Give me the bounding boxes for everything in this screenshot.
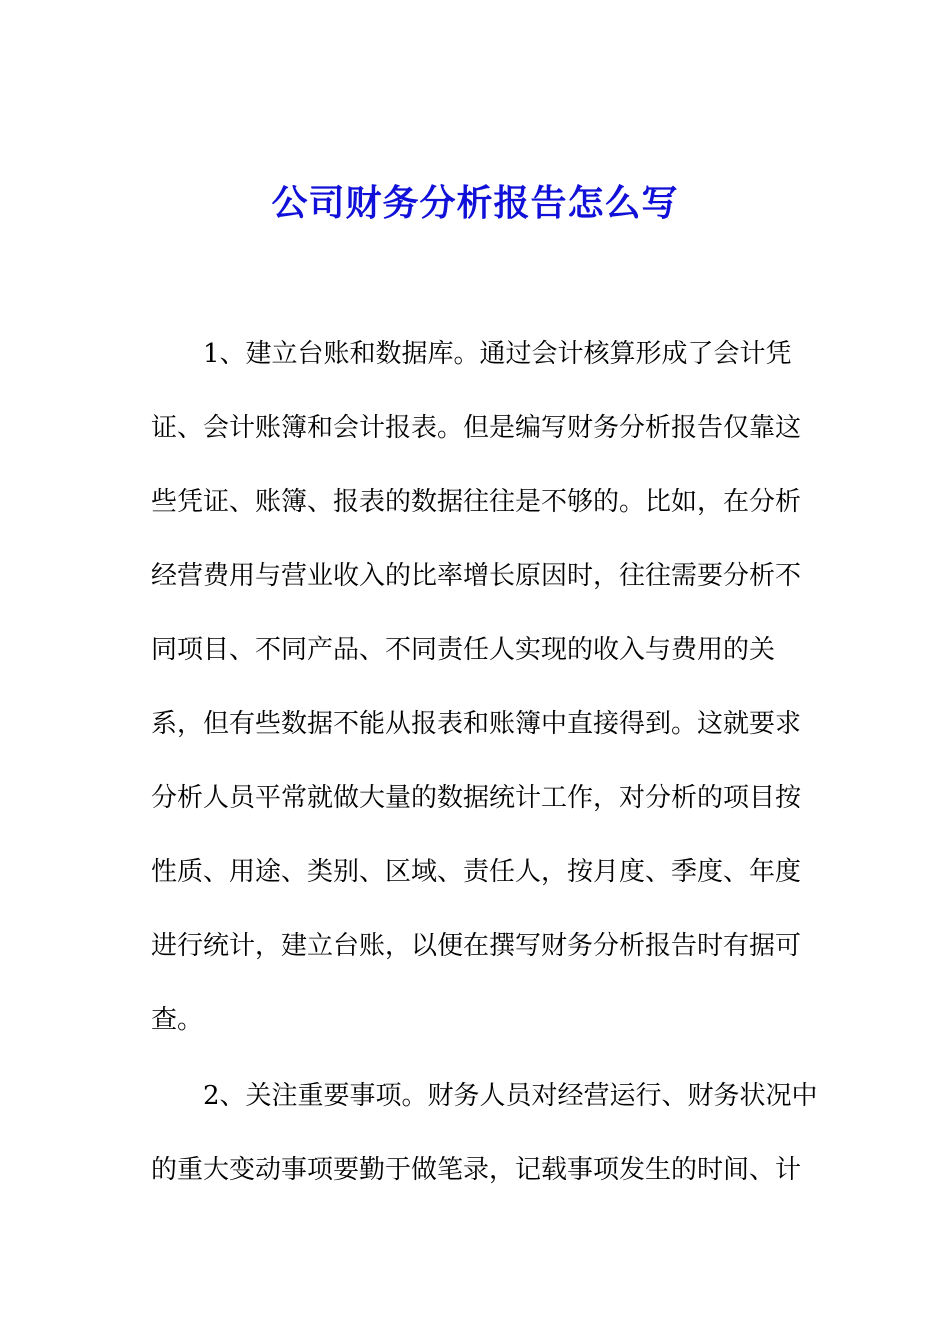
- paragraph-1-line-1: 1、建立台账和数据库。通过会计核算形成了会计凭: [203, 339, 792, 369]
- paragraph-1-line-6: 系，但有些数据不能从报表和账簿中直接得到。这就要求: [151, 709, 802, 739]
- paragraph-1-line-7: 分析人员平常就做大量的数据统计工作，对分析的项目按: [151, 783, 802, 813]
- paragraph-1-line-8: 性质、用途、类别、区域、责任人，按月度、季度、年度: [151, 857, 802, 887]
- paragraph-1-line-10: 查。: [151, 1005, 204, 1035]
- paragraph-2-line-1: 2、关注重要事项。财务人员对经营运行、财务状况中: [203, 1081, 818, 1111]
- paragraph-1-line-9: 进行统计，建立台账，以便在撰写财务分析报告时有据可: [151, 931, 802, 961]
- document-title: 公司财务分析报告怎么写: [271, 182, 679, 224]
- paragraph-1-line-5: 同项目、不同产品、不同责任人实现的收入与费用的关: [151, 635, 776, 665]
- paragraph-1-line-4: 经营费用与营业收入的比率增长原因时，往往需要分析不: [151, 561, 802, 591]
- paragraph-2-line-2: 的重大变动事项要勤于做笔录，记载事项发生的时间、计: [151, 1155, 802, 1185]
- paragraph-1-line-2: 证、会计账簿和会计报表。但是编写财务分析报告仅靠这: [151, 413, 802, 443]
- paragraph-1-line-3: 些凭证、账簿、报表的数据往往是不够的。比如，在分析: [151, 487, 802, 517]
